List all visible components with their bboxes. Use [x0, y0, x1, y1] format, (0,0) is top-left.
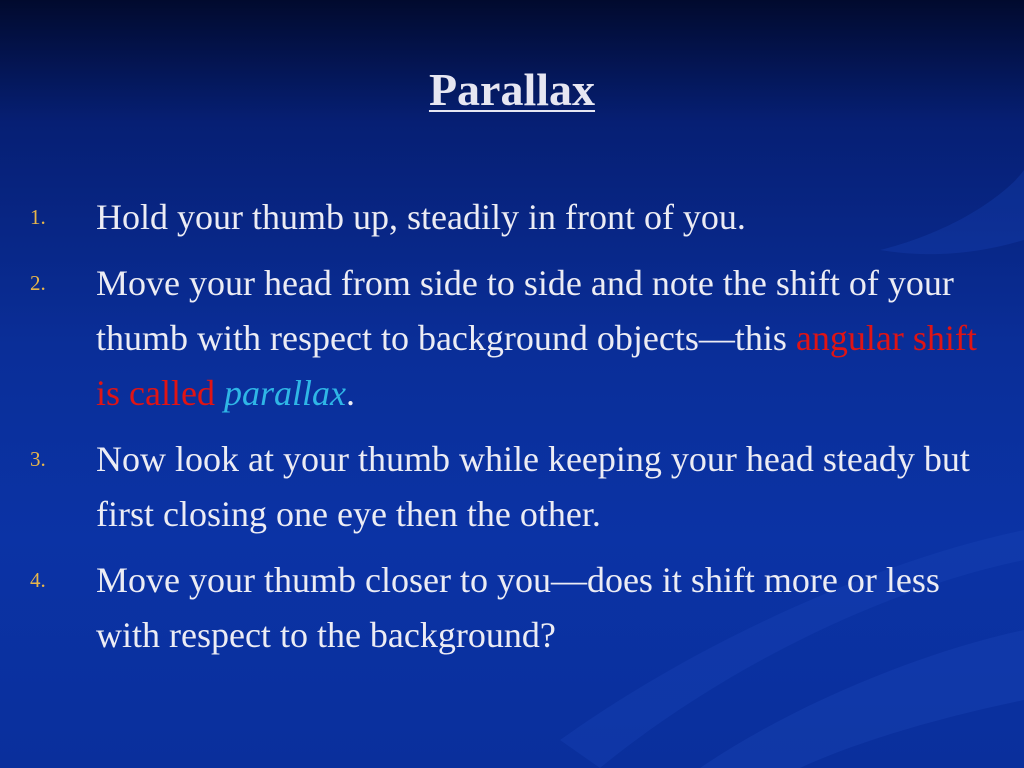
list-number: 2. — [30, 271, 46, 295]
instruction-list — [0, 190, 1024, 674]
list-item — [0, 190, 1024, 245]
list-item-text-plain: Move your head from side to side and note the shift of your thumb with respect to background objects—this — [96, 263, 954, 358]
list-item-text: Hold your thumb up, steadily in front of you. — [96, 197, 746, 237]
highlight-angular-shift: angular shift is called — [96, 318, 977, 413]
list-item — [0, 553, 1024, 663]
slide-title: Parallax — [428, 64, 596, 115]
list-number: 1. — [30, 205, 46, 229]
list-number: 3. — [30, 447, 46, 471]
list-item — [0, 432, 1024, 542]
text-space — [215, 373, 224, 413]
list-item-text: Now look at your thumb while keeping your head steady but first closing one eye then the other. — [96, 439, 970, 534]
list-item-text — [96, 256, 984, 421]
list-item — [0, 256, 1024, 421]
text-period: . — [345, 373, 355, 413]
list-number: 4. — [30, 568, 46, 592]
list-item-text: Move your thumb closer to you—does it shift more or less with respect to the background? — [96, 560, 940, 655]
term-parallax: parallax — [223, 373, 346, 413]
